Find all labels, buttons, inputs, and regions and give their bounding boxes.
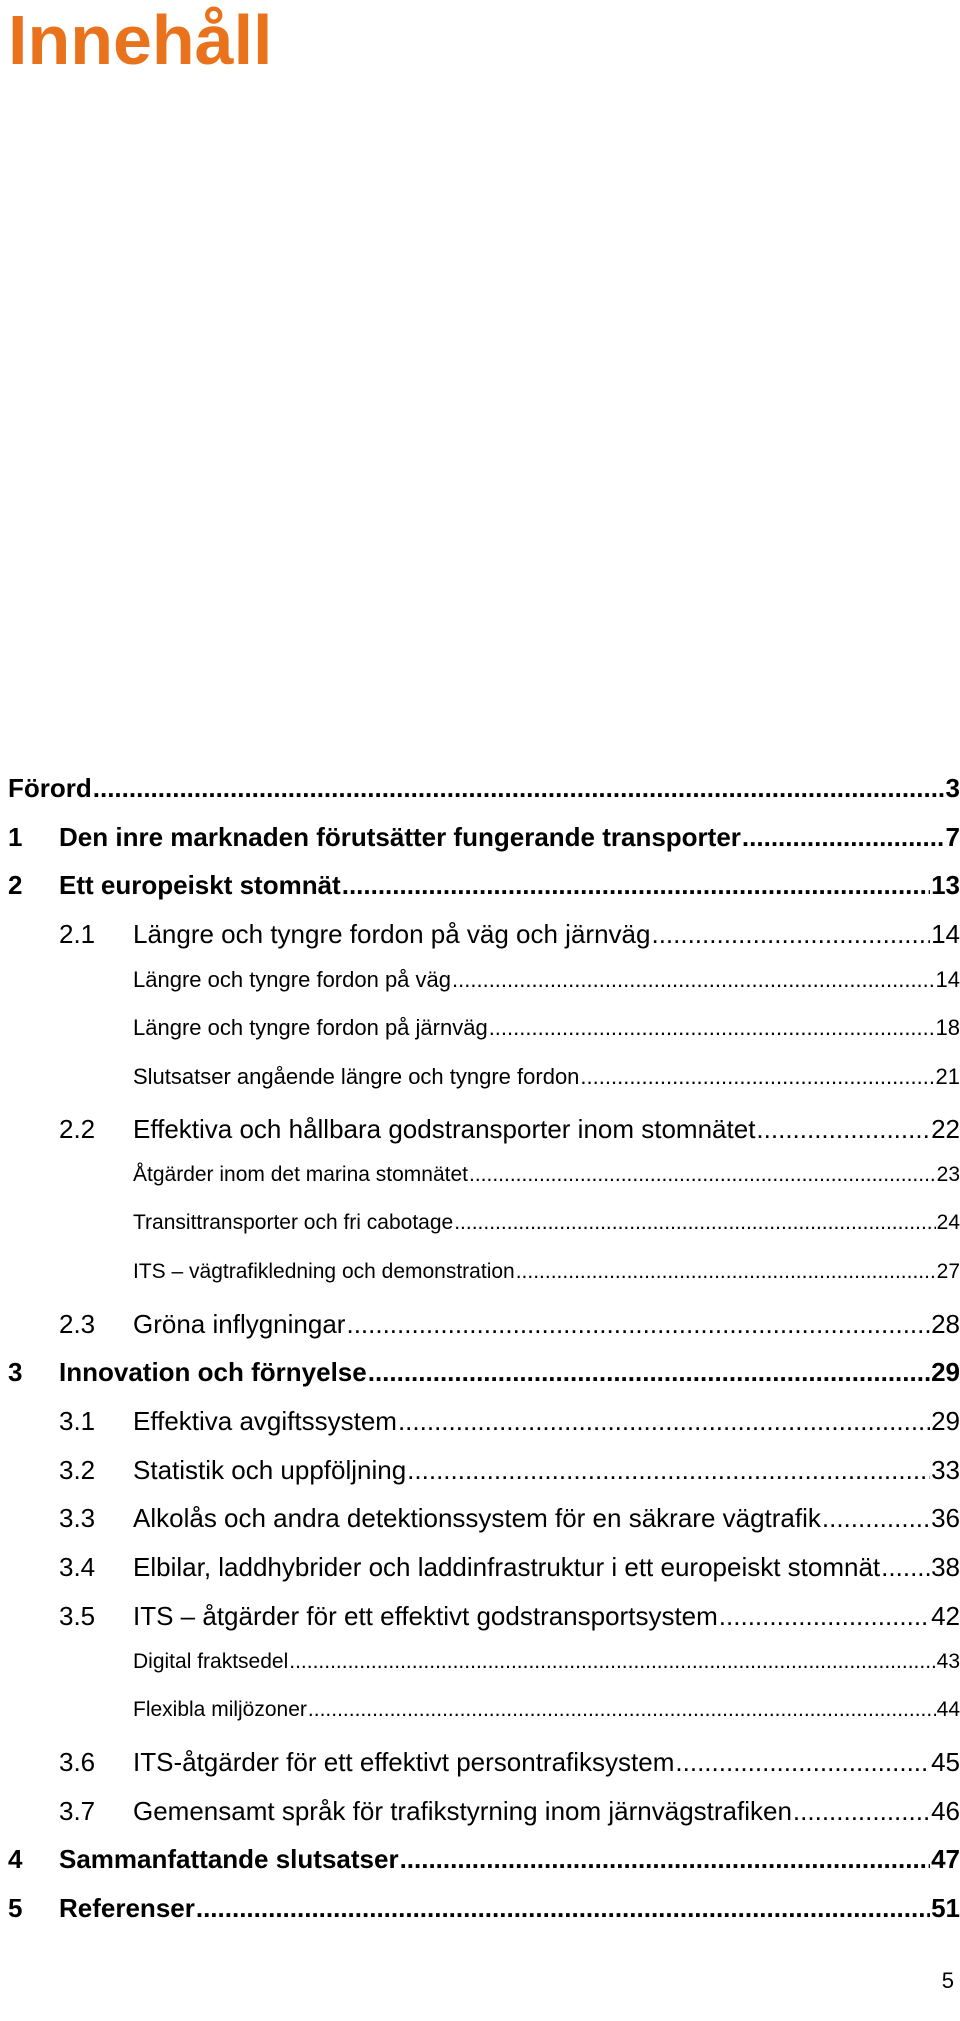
toc-leader-dots — [469, 1160, 936, 1190]
toc-entry-page: 29 — [931, 1406, 960, 1436]
toc-leader-dots — [93, 770, 945, 806]
toc-entry-number: 4 — [8, 1844, 23, 1874]
toc-entry-page: 46 — [931, 1796, 960, 1826]
toc-entry-page: 14 — [935, 967, 960, 992]
toc-leader-dots — [289, 1647, 935, 1677]
toc-leader-dots — [793, 1793, 930, 1829]
toc-leader-dots — [719, 1598, 930, 1634]
toc-entry-number: 3.4 — [59, 1552, 96, 1582]
toc-entry-page: 47 — [931, 1844, 960, 1874]
toc-entry-page: 13 — [931, 870, 960, 900]
toc-entry-page: 33 — [931, 1455, 960, 1485]
toc-entry-page: 29 — [931, 1357, 960, 1387]
page-number: 5 — [941, 1968, 954, 1993]
toc-entry-label: Flexibla miljözoner — [133, 1698, 307, 1721]
toc-entry-page: 36 — [931, 1503, 960, 1533]
toc-entry-number: 2.2 — [59, 1114, 96, 1144]
toc-entry-label: Sammanfattande slutsatser — [59, 1844, 399, 1874]
toc-leader-dots — [368, 1354, 930, 1390]
toc-leader-dots — [400, 1841, 931, 1877]
toc-entry-page: 44 — [936, 1698, 960, 1721]
toc-entry-page: 14 — [931, 919, 960, 949]
toc-entry-label: Ett europeiskt stomnät — [59, 870, 341, 900]
toc-leader-dots — [651, 916, 930, 952]
toc-entry-label: ITS-åtgärder för ett effektivt persontrafiksystem — [133, 1747, 675, 1777]
toc-entry-label: Gemensamt språk för trafikstyrning inom järnvägstrafiken — [133, 1796, 792, 1826]
toc-entry-page: 7 — [945, 822, 960, 852]
toc-entry-label: Transittransporter och fri cabotage — [133, 1211, 454, 1234]
toc-entry-label: ITS – vägtrafikledning och demonstration — [133, 1260, 515, 1283]
toc-entry-number: 1 — [8, 822, 23, 852]
toc-entry-page: 23 — [936, 1163, 960, 1186]
toc-entry-number: 3.6 — [59, 1747, 96, 1777]
toc-leader-dots — [398, 1403, 930, 1439]
toc-leader-dots — [580, 1062, 934, 1092]
toc-leader-dots — [196, 1890, 930, 1926]
toc-leader-dots — [881, 1549, 930, 1585]
toc-leader-dots — [407, 1452, 930, 1488]
toc-entry-number: 3.5 — [59, 1601, 96, 1631]
toc-entry-label: Förord — [8, 773, 92, 803]
toc-entry-page: 51 — [931, 1893, 960, 1923]
toc-entry-label: Statistik och uppföljning — [133, 1455, 407, 1485]
toc-entry-label: Innovation och förnyelse — [59, 1357, 367, 1387]
toc-entry-label: Effektiva avgiftssystem — [133, 1406, 397, 1436]
toc-entry-page: 27 — [936, 1260, 960, 1283]
toc-entry-page: 42 — [931, 1601, 960, 1631]
toc-entry-label: Elbilar, laddhybrider och laddinfrastruktur i ett europeiskt stomnät — [133, 1552, 881, 1582]
toc-entry-page: 22 — [931, 1114, 960, 1144]
toc-entry-label: Den inre marknaden förutsätter fungerande transporter — [59, 822, 741, 852]
toc-leader-dots — [489, 1013, 935, 1043]
toc-entry-label: Längre och tyngre fordon på järnväg — [133, 1015, 488, 1040]
toc-entry-label: Åtgärder inom det marina stomnätet — [133, 1163, 468, 1186]
toc-leader-dots — [342, 867, 930, 903]
toc-entry-page: 28 — [931, 1309, 960, 1339]
toc-leader-dots — [452, 965, 935, 995]
toc-entry-label: ITS – åtgärder för ett effektivt godstransportsystem — [133, 1601, 718, 1631]
toc-entry-page: 45 — [931, 1747, 960, 1777]
toc-entry-number: 3.2 — [59, 1455, 96, 1485]
toc-entry-page: 3 — [945, 773, 960, 803]
toc-leader-dots — [454, 1208, 935, 1238]
toc-entry-label: Längre och tyngre fordon på väg — [133, 967, 452, 992]
toc-entry-number: 3.3 — [59, 1503, 96, 1533]
toc-entry-number: 3.1 — [59, 1406, 96, 1436]
toc-entry-page: 18 — [935, 1015, 960, 1040]
toc-entry-page: 43 — [936, 1650, 960, 1673]
toc-leader-dots — [346, 1306, 930, 1342]
toc-entry-page: 21 — [935, 1064, 960, 1089]
toc-entry-label: Alkolås och andra detektionssystem för en säkrare vägtrafik — [133, 1503, 821, 1533]
toc-entry-label: Referenser — [59, 1893, 195, 1923]
toc-entry-label: Digital fraktsedel — [133, 1650, 289, 1673]
toc-entry-page: 38 — [931, 1552, 960, 1582]
toc-leader-dots — [822, 1500, 930, 1536]
toc-entry-page: 24 — [936, 1211, 960, 1234]
toc-entry-number: 3 — [8, 1357, 23, 1387]
toc-entry-label: Gröna inflygningar — [133, 1309, 346, 1339]
toc-entry-number: 2.1 — [59, 919, 96, 949]
page-title: Innehåll — [8, 1, 273, 79]
toc-leader-dots — [516, 1257, 936, 1287]
toc-entry-number: 5 — [8, 1893, 23, 1923]
toc-entry-label: Slutsatser angående längre och tyngre fordon — [133, 1064, 580, 1089]
toc-entry-label: Längre och tyngre fordon på väg och järnväg — [133, 919, 651, 949]
toc-leader-dots — [675, 1744, 930, 1780]
toc-leader-dots — [308, 1695, 936, 1725]
toc-leader-dots — [756, 1111, 930, 1147]
toc-entry-number: 3.7 — [59, 1796, 96, 1826]
toc-entry-label: Effektiva och hållbara godstransporter inom stomnätet — [133, 1114, 756, 1144]
toc-entry-number: 2.3 — [59, 1309, 96, 1339]
toc-leader-dots — [742, 819, 945, 855]
toc-entry-number: 2 — [8, 870, 23, 900]
